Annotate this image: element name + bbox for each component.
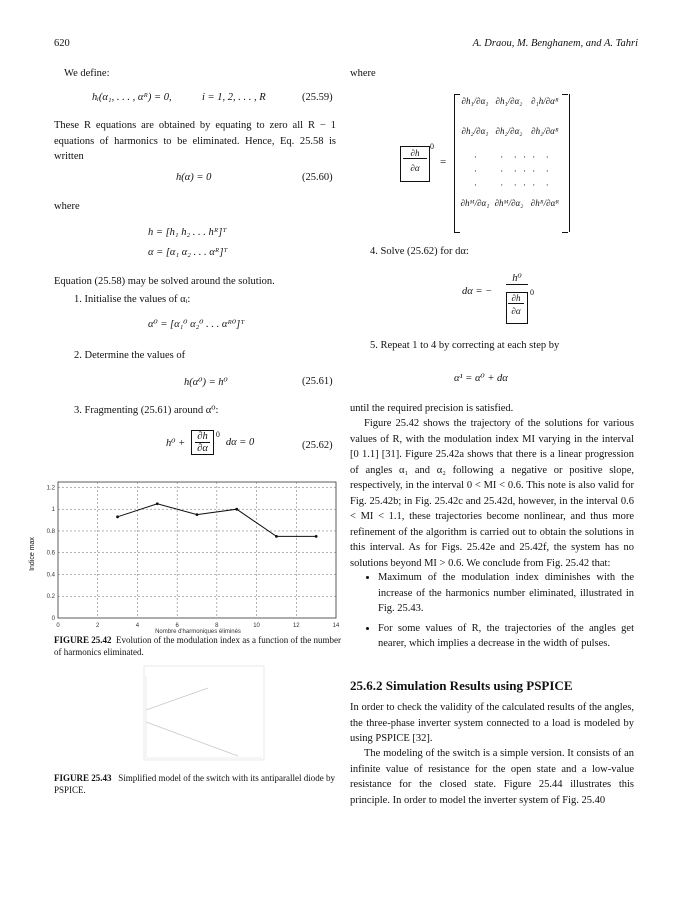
running-header-authors: A. Draou, M. Benghanem, and A. Tahri — [472, 38, 638, 49]
x-tick-label: 8 — [215, 623, 219, 629]
section-heading: 25.6.2 Simulation Results using PSPICE — [350, 678, 573, 693]
x-tick-label: 12 — [292, 623, 300, 629]
x-tick-label: 6 — [175, 623, 179, 629]
step-1-text: 1. Initialise the values of αᵢ: — [74, 294, 191, 305]
equation-25-60-number: (25.60) — [302, 172, 333, 183]
lhs-den: ∂α — [410, 163, 420, 173]
figure-25-42-label: FIGURE 25.42 — [54, 635, 112, 645]
we-define-text: We define: — [64, 68, 110, 79]
y-tick-label: 0.2 — [46, 594, 55, 601]
data-point — [235, 508, 238, 511]
x-tick-label: 14 — [332, 623, 340, 629]
x-tick-label: 4 — [135, 623, 140, 629]
lhs-num: ∂h — [403, 148, 427, 159]
equation-25-61-number: (25.61) — [302, 376, 333, 387]
equation-25-59-lhs: hᵢ(α₁, . . . , αᴿ) = 0, — [92, 92, 172, 103]
solve-around-text: Equation (25.58) may be solved around the solution. — [54, 276, 275, 287]
equation-25-59-condition: i = 1, 2, . . . , R — [202, 92, 266, 103]
paragraph-figure-discussion: Figure 25.42 shows the trajectory of the solutions for various values of R, with the modulation index MI varying in the interval [0 1.1] [31]. Figure 25.42a shows that there is a linear progression of angles α₁ and α₂ following a negative or positive slope, respectively, in the interval 0 < MI < 0.6. This note is also valid for Fig. 25.42b; in Fig. 25.42c and 25.42d, however, in the interval 0.6 < MI < 1.1, these trajectories become nonlinear, and thus more refinement of the algorithm is carried out to obtain the solutions in this interval. As for Figs. 25.42e and 25.42f, the system has no solutions beyond MI > 0.6. We conclude from Fig. 25.42 that: — [350, 418, 634, 569]
figure-frame — [144, 666, 264, 760]
conclusion-list — [362, 570, 634, 656]
x-tick-label: 10 — [253, 623, 260, 629]
bullet-item-2: • For some values of R, the trajectories of the angles get nearer, which implies a decrease in the width of pulses. — [378, 621, 634, 652]
dalpha-num: h⁰ — [506, 272, 528, 285]
matrix-cell-r2c3: ∂h₂/∂αᴿ — [531, 126, 559, 136]
equation-25-62-num: ∂h — [195, 431, 210, 443]
matrix-cell-rMc2: ∂hᴹ/∂α₂ — [494, 198, 524, 208]
chart-grid — [58, 482, 336, 618]
dalpha-den-top: ∂h — [508, 293, 524, 304]
equation-25-62 — [166, 430, 254, 455]
equation-25-60-expr: h(α) = 0 — [176, 172, 212, 183]
paragraph-r-equations: These R equations are obtained by equating to zero all R − 1 equations of harmonics to be eliminated. Hence, Eq. 25.58 is written — [54, 120, 336, 162]
equation-25-62-sup: 0 — [215, 430, 220, 439]
step-5-text: 5. Repeat 1 to 4 by correcting at each step by — [370, 340, 560, 351]
dalpha-sup: 0 — [530, 288, 534, 297]
where-text-left: where — [54, 201, 80, 212]
matrix-cell-r2c2: ∂h₂/∂α₂ — [495, 126, 523, 136]
data-point — [315, 535, 318, 538]
step-4-text: 4. Solve (25.62) for dα: — [370, 246, 469, 257]
x-tick-label: 2 — [96, 623, 100, 629]
paragraph-switch-model: The modeling of the switch is a simple version. It consists of an infinite value of resistance for the open state and a low-value resistance for the closed state. Figure 25.44 illustrates this principle. In order to model the inverter system of Fig. 25.40 — [350, 748, 634, 806]
matrix-cell-r2c1: ∂h₂/∂α₁ — [461, 126, 489, 136]
alpha-vector: α = [α₁ α₂ . . . αᴿ]ᵀ — [148, 247, 228, 258]
y-tick-label: 0.8 — [46, 528, 55, 535]
equation-25-62-post: dα = 0 — [225, 437, 255, 448]
data-point — [116, 515, 119, 518]
h-vector: h = [h₁ h₂ . . . hᴿ]ᵀ — [148, 227, 227, 238]
chart-y-label: Indice max — [29, 537, 36, 571]
step-3-text: 3. Fragmenting (25.61) around α⁰: — [74, 405, 219, 416]
data-point — [196, 513, 199, 516]
matrix-cell-rMc3: ∂hᴿ/∂αᴿ — [530, 198, 560, 208]
bracket-box — [191, 430, 214, 455]
figure-25-43-caption-text: Simplified model of the switch with its antiparallel diode by PSPICE. — [54, 773, 335, 795]
figure-25-43-caption — [54, 772, 344, 796]
lhs-sup: 0 — [430, 142, 434, 151]
data-point — [275, 535, 278, 538]
bracket-corner-br — [562, 232, 568, 233]
figure-25-42-caption — [54, 634, 344, 658]
data-point — [156, 502, 159, 505]
trace-lower — [146, 722, 238, 756]
matrix-dots: · · · · · · · · · · · · · · · · · · — [474, 152, 551, 190]
figure-25-42-chart — [28, 474, 346, 636]
y-tick-label: 0 — [51, 616, 55, 622]
jacobian-matrix — [370, 88, 570, 236]
dalpha-lhs: dα = − — [462, 286, 493, 297]
y-tick-label: 0.4 — [46, 572, 55, 579]
until-text: until the required precision is satisfied. — [350, 403, 514, 414]
equation-25-59-number: (25.59) — [302, 92, 333, 103]
y-tick-label: 0.6 — [46, 550, 55, 557]
figure-25-43-label: FIGURE 25.43 — [54, 773, 112, 783]
where-text-right: where — [350, 68, 376, 79]
x-tick-label: 0 — [56, 623, 60, 629]
y-tick-label: 1.2 — [46, 485, 55, 492]
equation-25-62-number: (25.62) — [302, 440, 333, 451]
paragraph-pspice-intro: In order to check the validity of the calculated results of the angles, the three-phase inverter system connected to a load is modeled by using PSPICE [32]. — [350, 702, 634, 744]
alpha0-vector: α⁰ = [α₁⁰ α₂⁰ . . . αᴿ⁰]ᵀ — [148, 319, 245, 330]
matrix-cell-rMc1: ∂hᴹ/∂α₁ — [460, 198, 490, 208]
bracket-corner-bl — [454, 232, 460, 233]
chart-ticks — [47, 485, 340, 629]
figure-25-43-graphic — [140, 664, 268, 766]
chart-x-label: Nombre d'harmoniques éliminés — [155, 629, 241, 635]
trace-upper — [146, 688, 208, 710]
page-number: 620 — [54, 38, 70, 49]
equation-25-62-pre: h⁰ + — [166, 437, 186, 449]
step-2-text: 2. Determine the values of — [74, 350, 186, 361]
dalpha-den-bot: ∂α — [511, 306, 521, 316]
figure-25-42-caption-text: Evolution of the modulation index as a function of the number of harmonics eliminated. — [54, 635, 341, 657]
matrix-cell-r1c1: ∂h₁/∂α₁ — [461, 96, 489, 106]
alpha1-equation: α¹ = α⁰ + dα — [454, 373, 508, 384]
equals-sign: = — [440, 156, 447, 168]
bracket-corner-tr — [562, 94, 568, 95]
equation-25-61-expr: h(α⁰) = h⁰ — [184, 377, 228, 388]
y-tick-label: 1 — [51, 507, 55, 514]
matrix-cell-r1c3: ∂₁h/∂αᴿ — [531, 96, 559, 106]
matrix-cell-r1c2: ∂h₁/∂α₂ — [495, 96, 523, 106]
equation-25-62-den: ∂α — [197, 443, 208, 454]
bracket-corner-tl — [454, 94, 460, 95]
bullet-item-1: • Maximum of the modulation index diminishes with the increase of the harmonics number eliminated, illustrated in Fig. 25.43. — [378, 570, 634, 617]
plot-frame — [58, 482, 336, 618]
